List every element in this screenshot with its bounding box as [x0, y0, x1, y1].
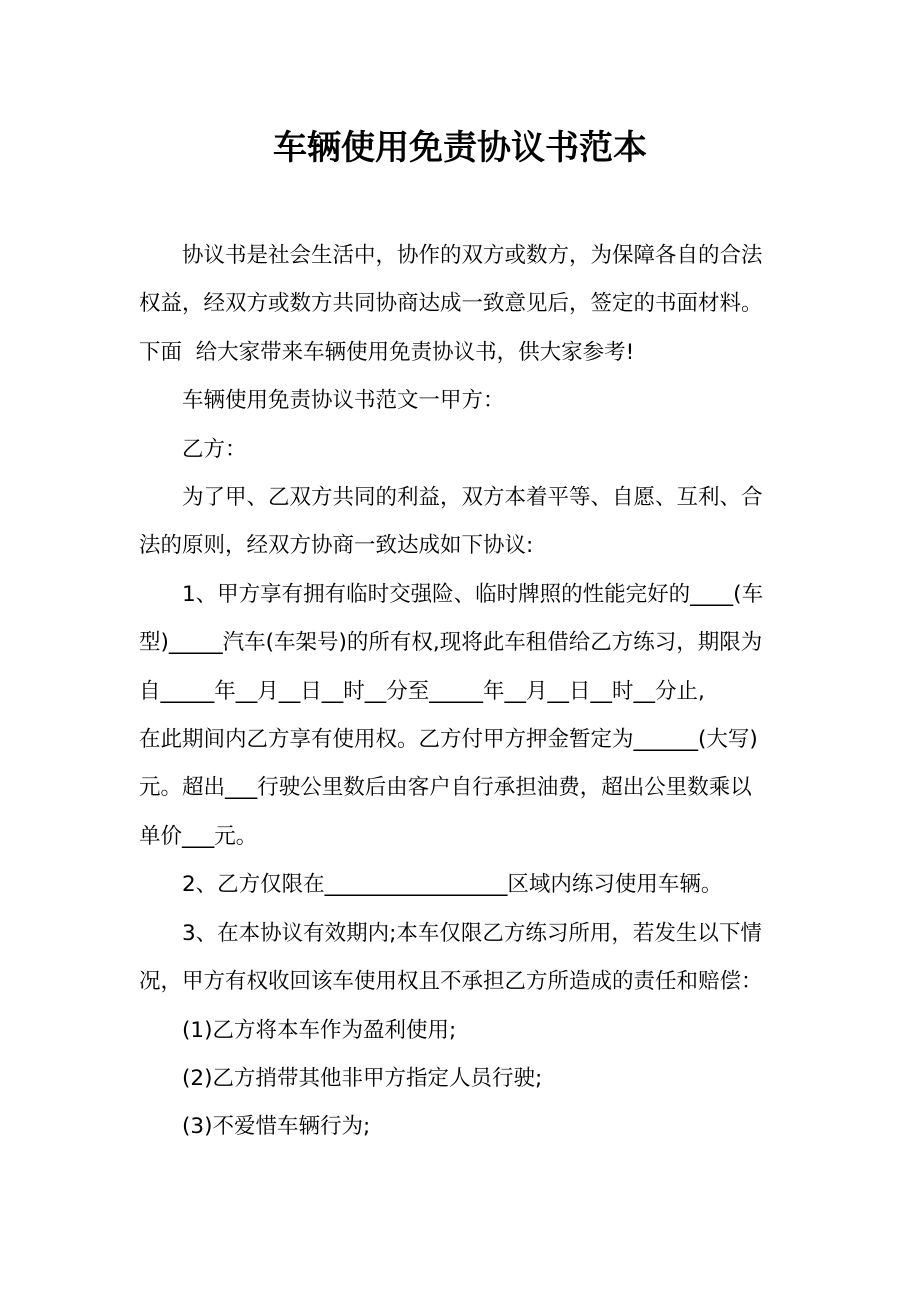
body-line: 单价___元。: [139, 823, 258, 849]
body-line: 自_____年__月__日__时__分至_____年__月__日__时__分止,: [139, 678, 705, 704]
document-title: 车辆使用免责协议书范本: [273, 128, 647, 168]
body-line: 下面 给大家带来车辆使用免责协议书，供大家参考!: [139, 339, 635, 365]
body-line: 权益，经双方或数方共同协商达成一致意见后，签定的书面材料。: [139, 291, 763, 317]
body-line: 1、甲方享有拥有临时交强险、临时牌照的性能完好的____(车: [182, 581, 764, 607]
body-line: 在此期间内乙方享有使用权。乙方付甲方押金暂定为______(大写): [139, 727, 758, 753]
body-line: (2)乙方捎带其他非甲方指定人员行驶;: [182, 1065, 543, 1091]
body-line: 况，甲方有权收回该车使用权且不承担乙方所造成的责任和赔偿：: [139, 969, 763, 995]
document-body: [139, 232, 779, 1152]
body-line: 协议书是社会生活中，协作的双方或数方，为保障各自的合法: [182, 243, 763, 268]
body-line: (1)乙方将本车作为盈利使用;: [182, 1017, 457, 1043]
body-line: 车辆使用免责协议书范文一甲方：: [182, 388, 505, 414]
body-line: 为了甲、乙双方共同的利益，双方本着平等、自愿、互利、合: [182, 485, 763, 511]
body-line: 3、在本协议有效期内;本车仅限乙方练习所用，若发生以下情: [182, 920, 762, 946]
body-line: 乙方：: [182, 436, 247, 462]
body-line: 2、乙方仅限在_________________区域内练习使用车辆。: [182, 872, 723, 898]
body-line: (3)不爱惜车辆行为;: [182, 1114, 371, 1140]
body-line: 型)_____汽车(车架号)的所有权,现将此车租借给乙方练习，期限为: [139, 630, 763, 656]
body-line: 元。超出___行驶公里数后由客户自行承担油费，超出公里数乘以: [139, 775, 752, 801]
body-line: 法的原则，经双方协商一致达成如下协议:: [139, 533, 534, 559]
